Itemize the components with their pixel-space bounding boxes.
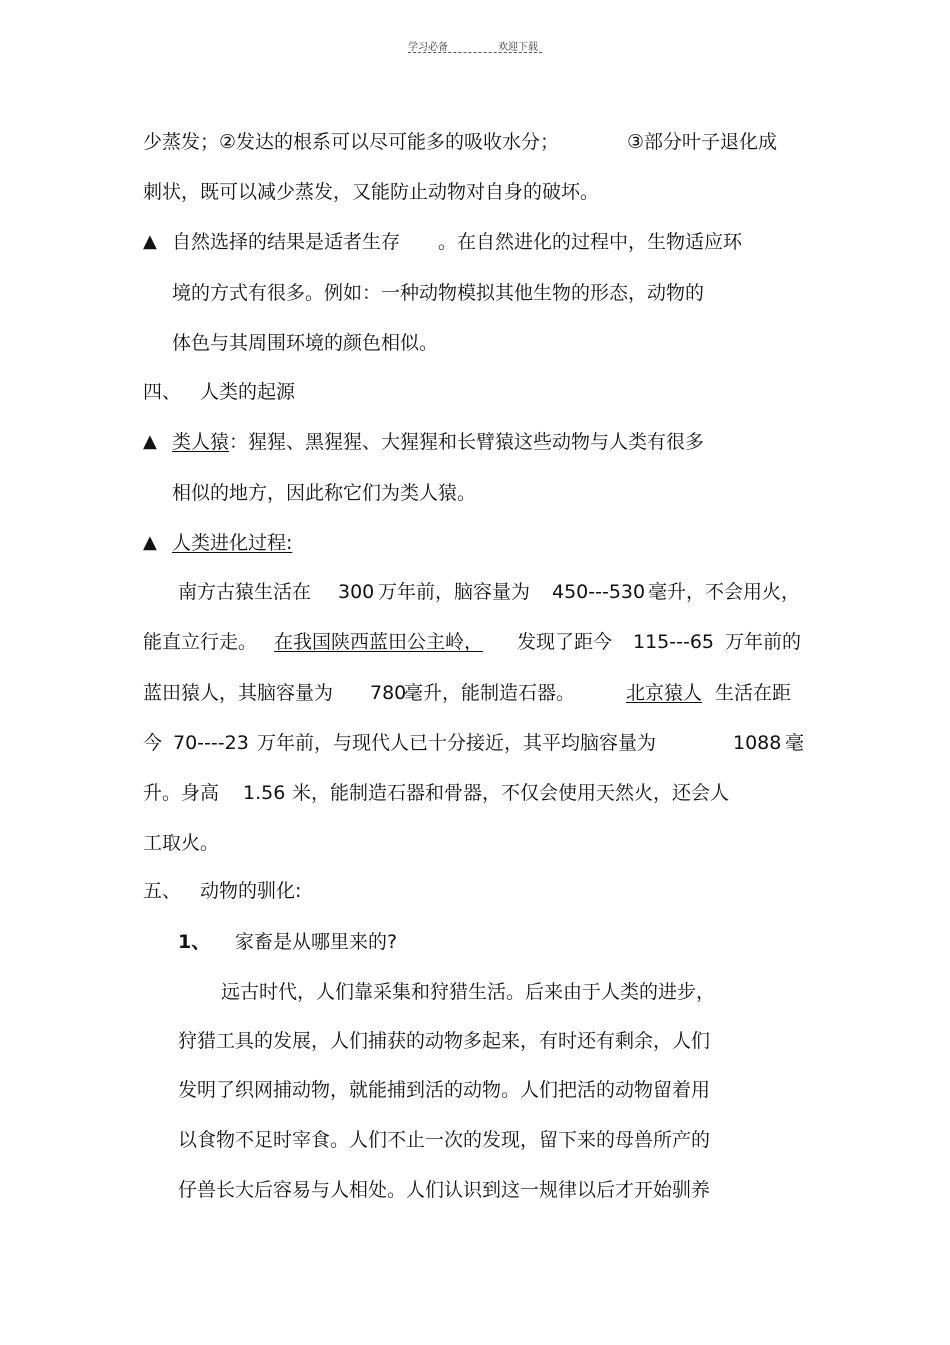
line-text: 今 (143, 732, 163, 754)
term-underlined: 北京猿人 (626, 682, 703, 704)
line-number: 300 (338, 581, 375, 603)
line-text: 毫 (785, 732, 805, 754)
line-text: 远古时代，人们靠采集和狩猎生活。后来由于人类的进步， (221, 981, 716, 1003)
header-right-text: 欢迎下载 (498, 42, 538, 53)
section-title: 人类的起源 (200, 381, 296, 403)
line-text: ：猩猩、黑猩猩、大猩猩和长臂猿这些动物与人类有很多 (229, 431, 705, 453)
line-number: 450---530 (552, 581, 646, 603)
line-number: 1.56 (243, 782, 286, 804)
triangle-bullet-icon: ▲ (143, 431, 157, 452)
line-text: 毫升，能制造石器。 (404, 682, 576, 704)
line-text: 米，能制造石器和骨器，不仅会使用天然火，还会人 (292, 782, 730, 804)
line-text: 以食物不足时宰食。人们不止一次的发现，留下来的母兽所产的 (178, 1129, 711, 1151)
line-text: 相似的地方，因此称它们为类人猿。 (172, 482, 477, 504)
line-text: 工取火。 (143, 832, 220, 854)
line-number: 115---65 (633, 631, 715, 653)
line-text: 万年前，与现代人已十分接近，其平均脑容量为 (257, 732, 657, 754)
line-text: 万年前，脑容量为 (378, 581, 531, 603)
line-text: 发明了织网捕动物，就能捕到活的动物。人们把活的动物留着用 (178, 1079, 711, 1101)
line-text: 刺状，既可以减少蒸发，又能防止动物对自身的破坏。 (143, 181, 600, 203)
line-number: 70----23 (173, 732, 249, 754)
line-text: 能直立行走。 (143, 631, 258, 653)
subsection-number: 1、 (178, 931, 211, 953)
triangle-bullet-icon: ▲ (143, 231, 157, 252)
line-text: ③部分叶子退化成 (627, 131, 778, 153)
line-text: 境的方式有很多。例如：一种动物模拟其他生物的形态，动物的 (172, 282, 705, 304)
line-text: 南方古猿生活在 (178, 581, 312, 603)
line-text: 生活在距 (715, 682, 792, 704)
term-underlined: 在我国陕西蓝田公主岭， (274, 631, 484, 653)
line-text: 仔兽长大后容易与人相处。人们认识到这一规律以后才开始驯养 (178, 1179, 711, 1201)
line-number: 1088 (733, 732, 782, 754)
line-text: 少蒸发；②发达的根系可以尽可能多的吸收水分； (143, 131, 560, 153)
header-left-text: 学习必备 (408, 42, 448, 53)
line-text: 发现了距今 (517, 631, 613, 653)
section-number: 四、 (143, 381, 182, 403)
section-title: 动物的驯化: (200, 880, 302, 902)
triangle-bullet-icon: ▲ (143, 532, 157, 553)
page-header (0, 38, 950, 56)
line-number: 780 (370, 682, 407, 704)
section-number: 五、 (143, 880, 182, 902)
line-text: 毫升，不会用火， (648, 581, 801, 603)
header-divider (408, 52, 542, 53)
line-text: 自然选择的结果是适者生存 (172, 231, 401, 253)
subsection-title: 家畜是从哪里来的? (235, 931, 398, 953)
line-text: 体色与其周围环境的颜色相似。 (172, 332, 439, 354)
line-text: 万年前的 (725, 631, 802, 653)
term-underlined: 人类进化过程: (172, 532, 293, 554)
line-text: 狩猎工具的发展，人们捕获的动物多起来，有时还有剩余，人们 (178, 1030, 711, 1052)
term-underlined: 类人猿 (172, 431, 230, 453)
line-text: 。在自然进化的过程中，生物适应环 (438, 231, 743, 253)
line-text: 升。身高 (143, 782, 220, 804)
line-text: 蓝田猿人，其脑容量为 (143, 682, 334, 704)
